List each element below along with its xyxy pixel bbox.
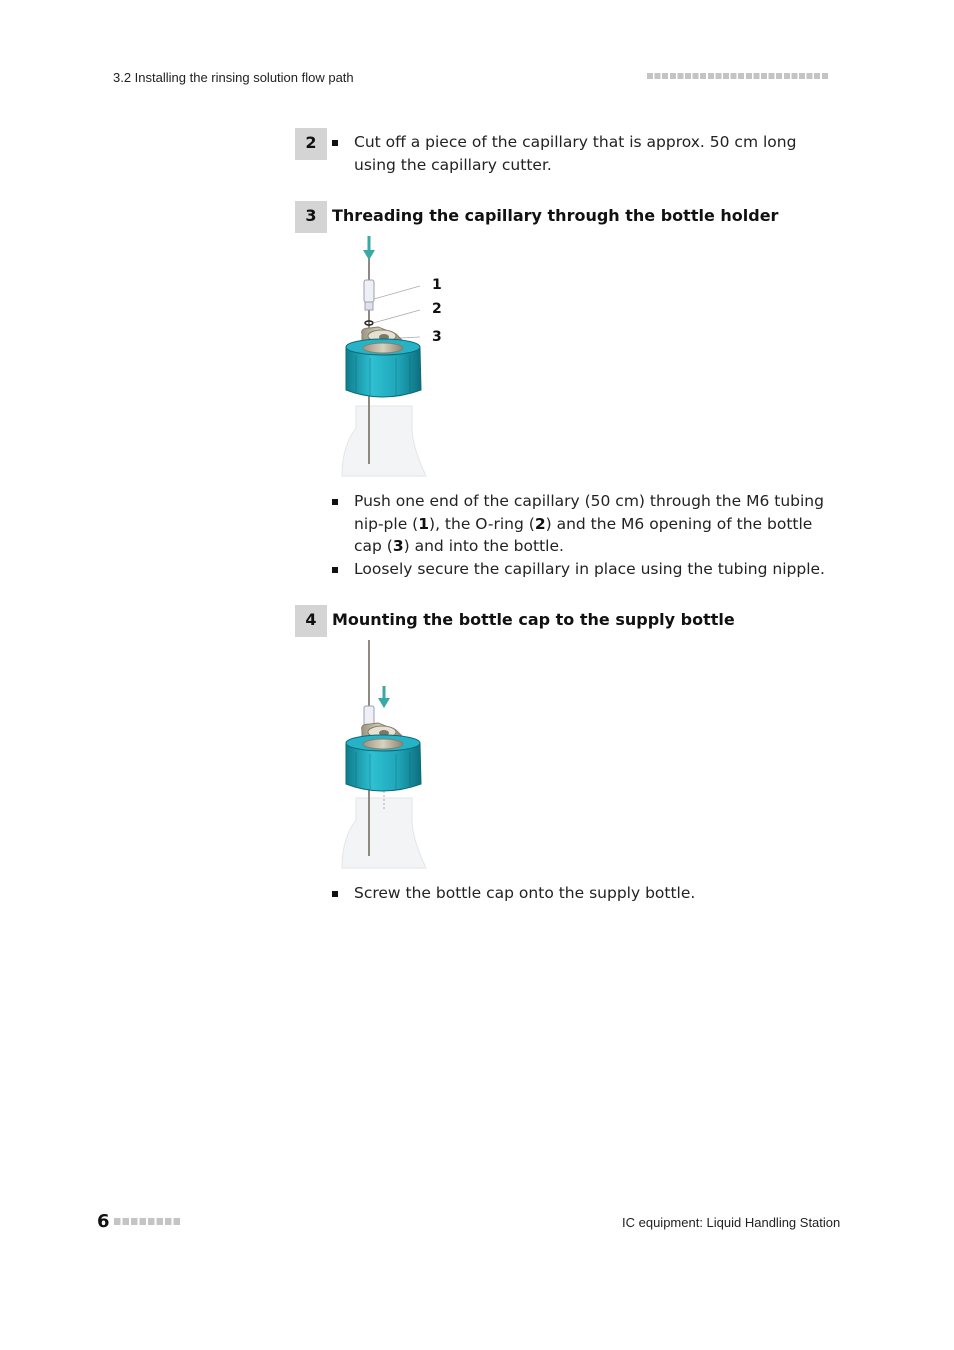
step-number-2: 2 bbox=[295, 128, 327, 160]
step-number-3: 3 bbox=[295, 201, 327, 233]
step-4-bullet-1: Screw the bottle cap onto the supply bottle. bbox=[354, 884, 696, 902]
step-number-4: 4 bbox=[295, 605, 327, 637]
page-number: 6 bbox=[97, 1211, 110, 1232]
bottle-cap-mounting-illustration bbox=[330, 636, 460, 870]
step-2-bullet-1: Cut off a piece of the capillary that is approx. 50 cm long using the capillary cutter. bbox=[354, 133, 797, 174]
bullet-marker bbox=[332, 140, 338, 146]
bullet-marker bbox=[332, 891, 338, 897]
capillary-threading-illustration bbox=[330, 232, 460, 478]
callout-3: 3 bbox=[432, 329, 442, 345]
callout-1: 1 bbox=[432, 277, 442, 293]
document-title: IC equipment: Liquid Handling Station bbox=[622, 1215, 841, 1230]
step-3-bullet-1: Push one end of the capillary (50 cm) through the M6 tubing nip-ple (1), the O-ring (2) and the M6 opening of the bottle cap (3) and into the bottle. bbox=[354, 492, 824, 556]
running-header-section: 3.2 Installing the rinsing solution flow path bbox=[113, 70, 354, 85]
bullet-marker bbox=[332, 499, 338, 505]
header-decoration-bar bbox=[647, 73, 829, 79]
step-3-bullet-2: Loosely secure the capillary in place using the tubing nipple. bbox=[354, 560, 825, 578]
step-3-title: Threading the capillary through the bottle holder bbox=[332, 206, 779, 225]
step-4-title: Mounting the bottle cap to the supply bottle bbox=[332, 610, 735, 629]
callout-2: 2 bbox=[432, 301, 442, 317]
footer-decoration-bar bbox=[114, 1218, 182, 1225]
bullet-marker bbox=[332, 567, 338, 573]
